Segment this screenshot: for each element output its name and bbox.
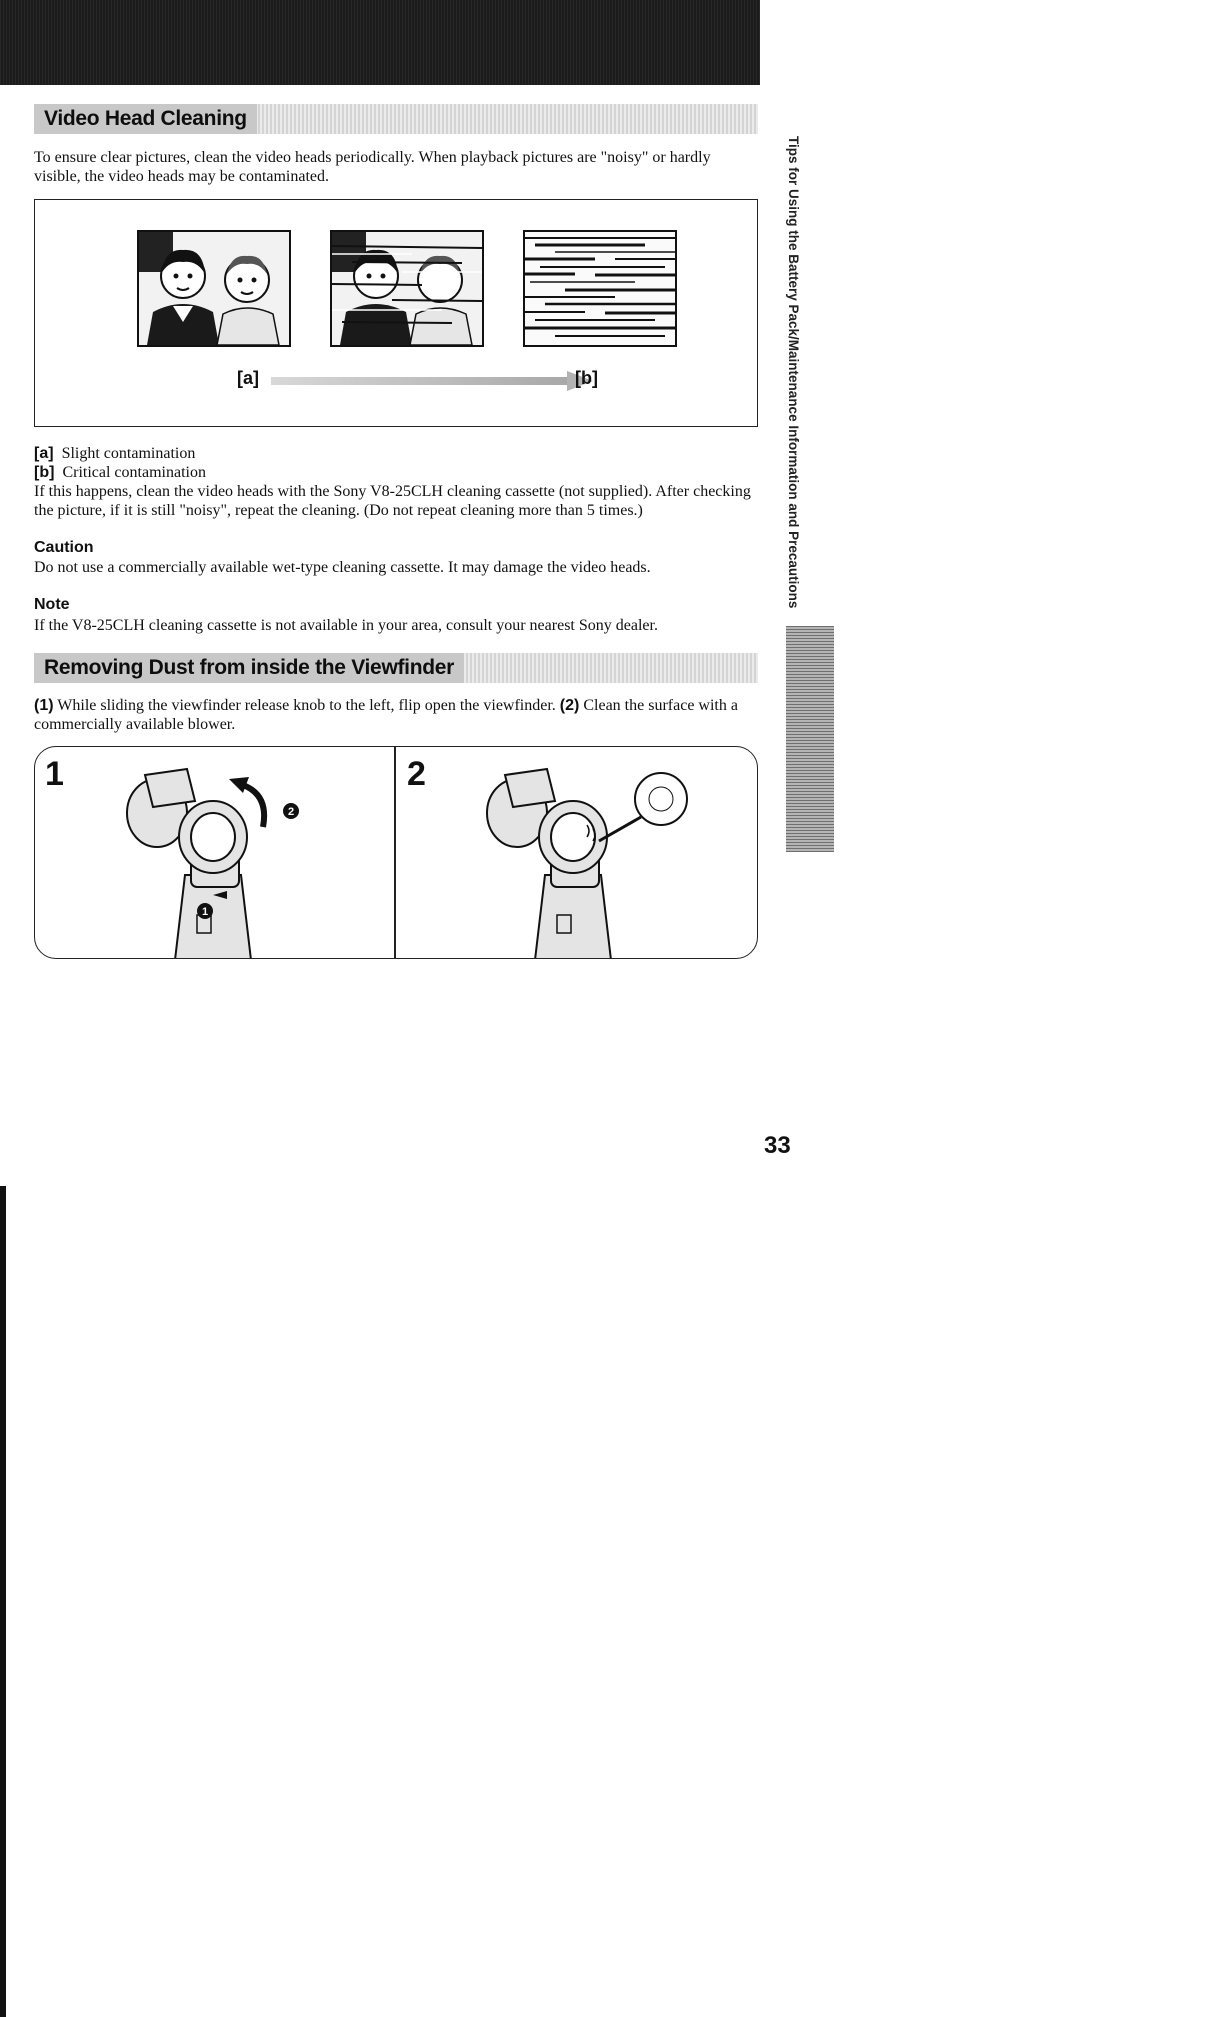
section-title: Removing Dust from inside the Viewfinder bbox=[34, 653, 464, 683]
note-heading: Note bbox=[34, 596, 70, 613]
section-title: Video Head Cleaning bbox=[34, 104, 257, 134]
clean-picture-photo bbox=[137, 230, 291, 347]
caution-heading: Caution bbox=[34, 539, 94, 556]
legend-item-a: [a] Slight contamination bbox=[34, 445, 196, 462]
cleaning-instruction: If this happens, clean the video heads with the Sony V8-25CLH cleaning cassette (not supplied). After checking the picture, if it is still "noisy", repeat the cleaning. (Do not repeat cleaning more than 5 times.) bbox=[34, 483, 751, 519]
note-text: If the V8-25CLH cleaning cassette is not available in your area, consult your nearest Sony dealer. bbox=[34, 617, 658, 634]
intro-paragraph: To ensure clear pictures, clean the video heads periodically. When playback pictures are "noisy" or hardly visible, the video heads may be contaminated. bbox=[34, 149, 711, 185]
step-1-number: 1 bbox=[45, 755, 64, 793]
svg-text:2: 2 bbox=[287, 806, 295, 818]
legend-item-b: [b] Critical contamination bbox=[34, 464, 206, 481]
thumb-index-tab bbox=[786, 626, 834, 852]
slight-contamination-photo bbox=[330, 230, 484, 347]
figure-label-a: [a] bbox=[237, 368, 259, 388]
section-header-removing-dust bbox=[34, 653, 758, 683]
section-header-video-head-cleaning bbox=[34, 104, 758, 134]
legend-list bbox=[34, 444, 759, 520]
svg-text:1: 1 bbox=[201, 906, 209, 918]
panel-divider bbox=[394, 747, 396, 958]
blower-cleaning-illustration bbox=[475, 755, 715, 959]
header-bar bbox=[0, 0, 760, 85]
step-2-number: 2 bbox=[407, 755, 426, 793]
viewfinder-open-illustration bbox=[115, 755, 315, 959]
contamination-figure bbox=[34, 199, 758, 427]
page-number: 33 bbox=[764, 1132, 791, 1159]
viewfinder-steps-figure bbox=[34, 746, 758, 959]
caution-text: Do not use a commercially available wet-type cleaning cassette. It may damage the video heads. bbox=[34, 559, 651, 576]
critical-contamination-photo bbox=[523, 230, 677, 347]
sidebar-section-label: Tips for Using the Battery Pack/Maintenance Information and Precautions bbox=[786, 136, 801, 609]
scan-edge-mark bbox=[0, 1186, 6, 2017]
figure-label-b: [b] bbox=[575, 368, 598, 388]
progression-arrow-icon bbox=[271, 370, 593, 392]
removing-dust-instructions: (1) While sliding the viewfinder release knob to the left, flip open the viewfinder. (2) Clean the surface with a commercially available blower. bbox=[34, 697, 738, 733]
